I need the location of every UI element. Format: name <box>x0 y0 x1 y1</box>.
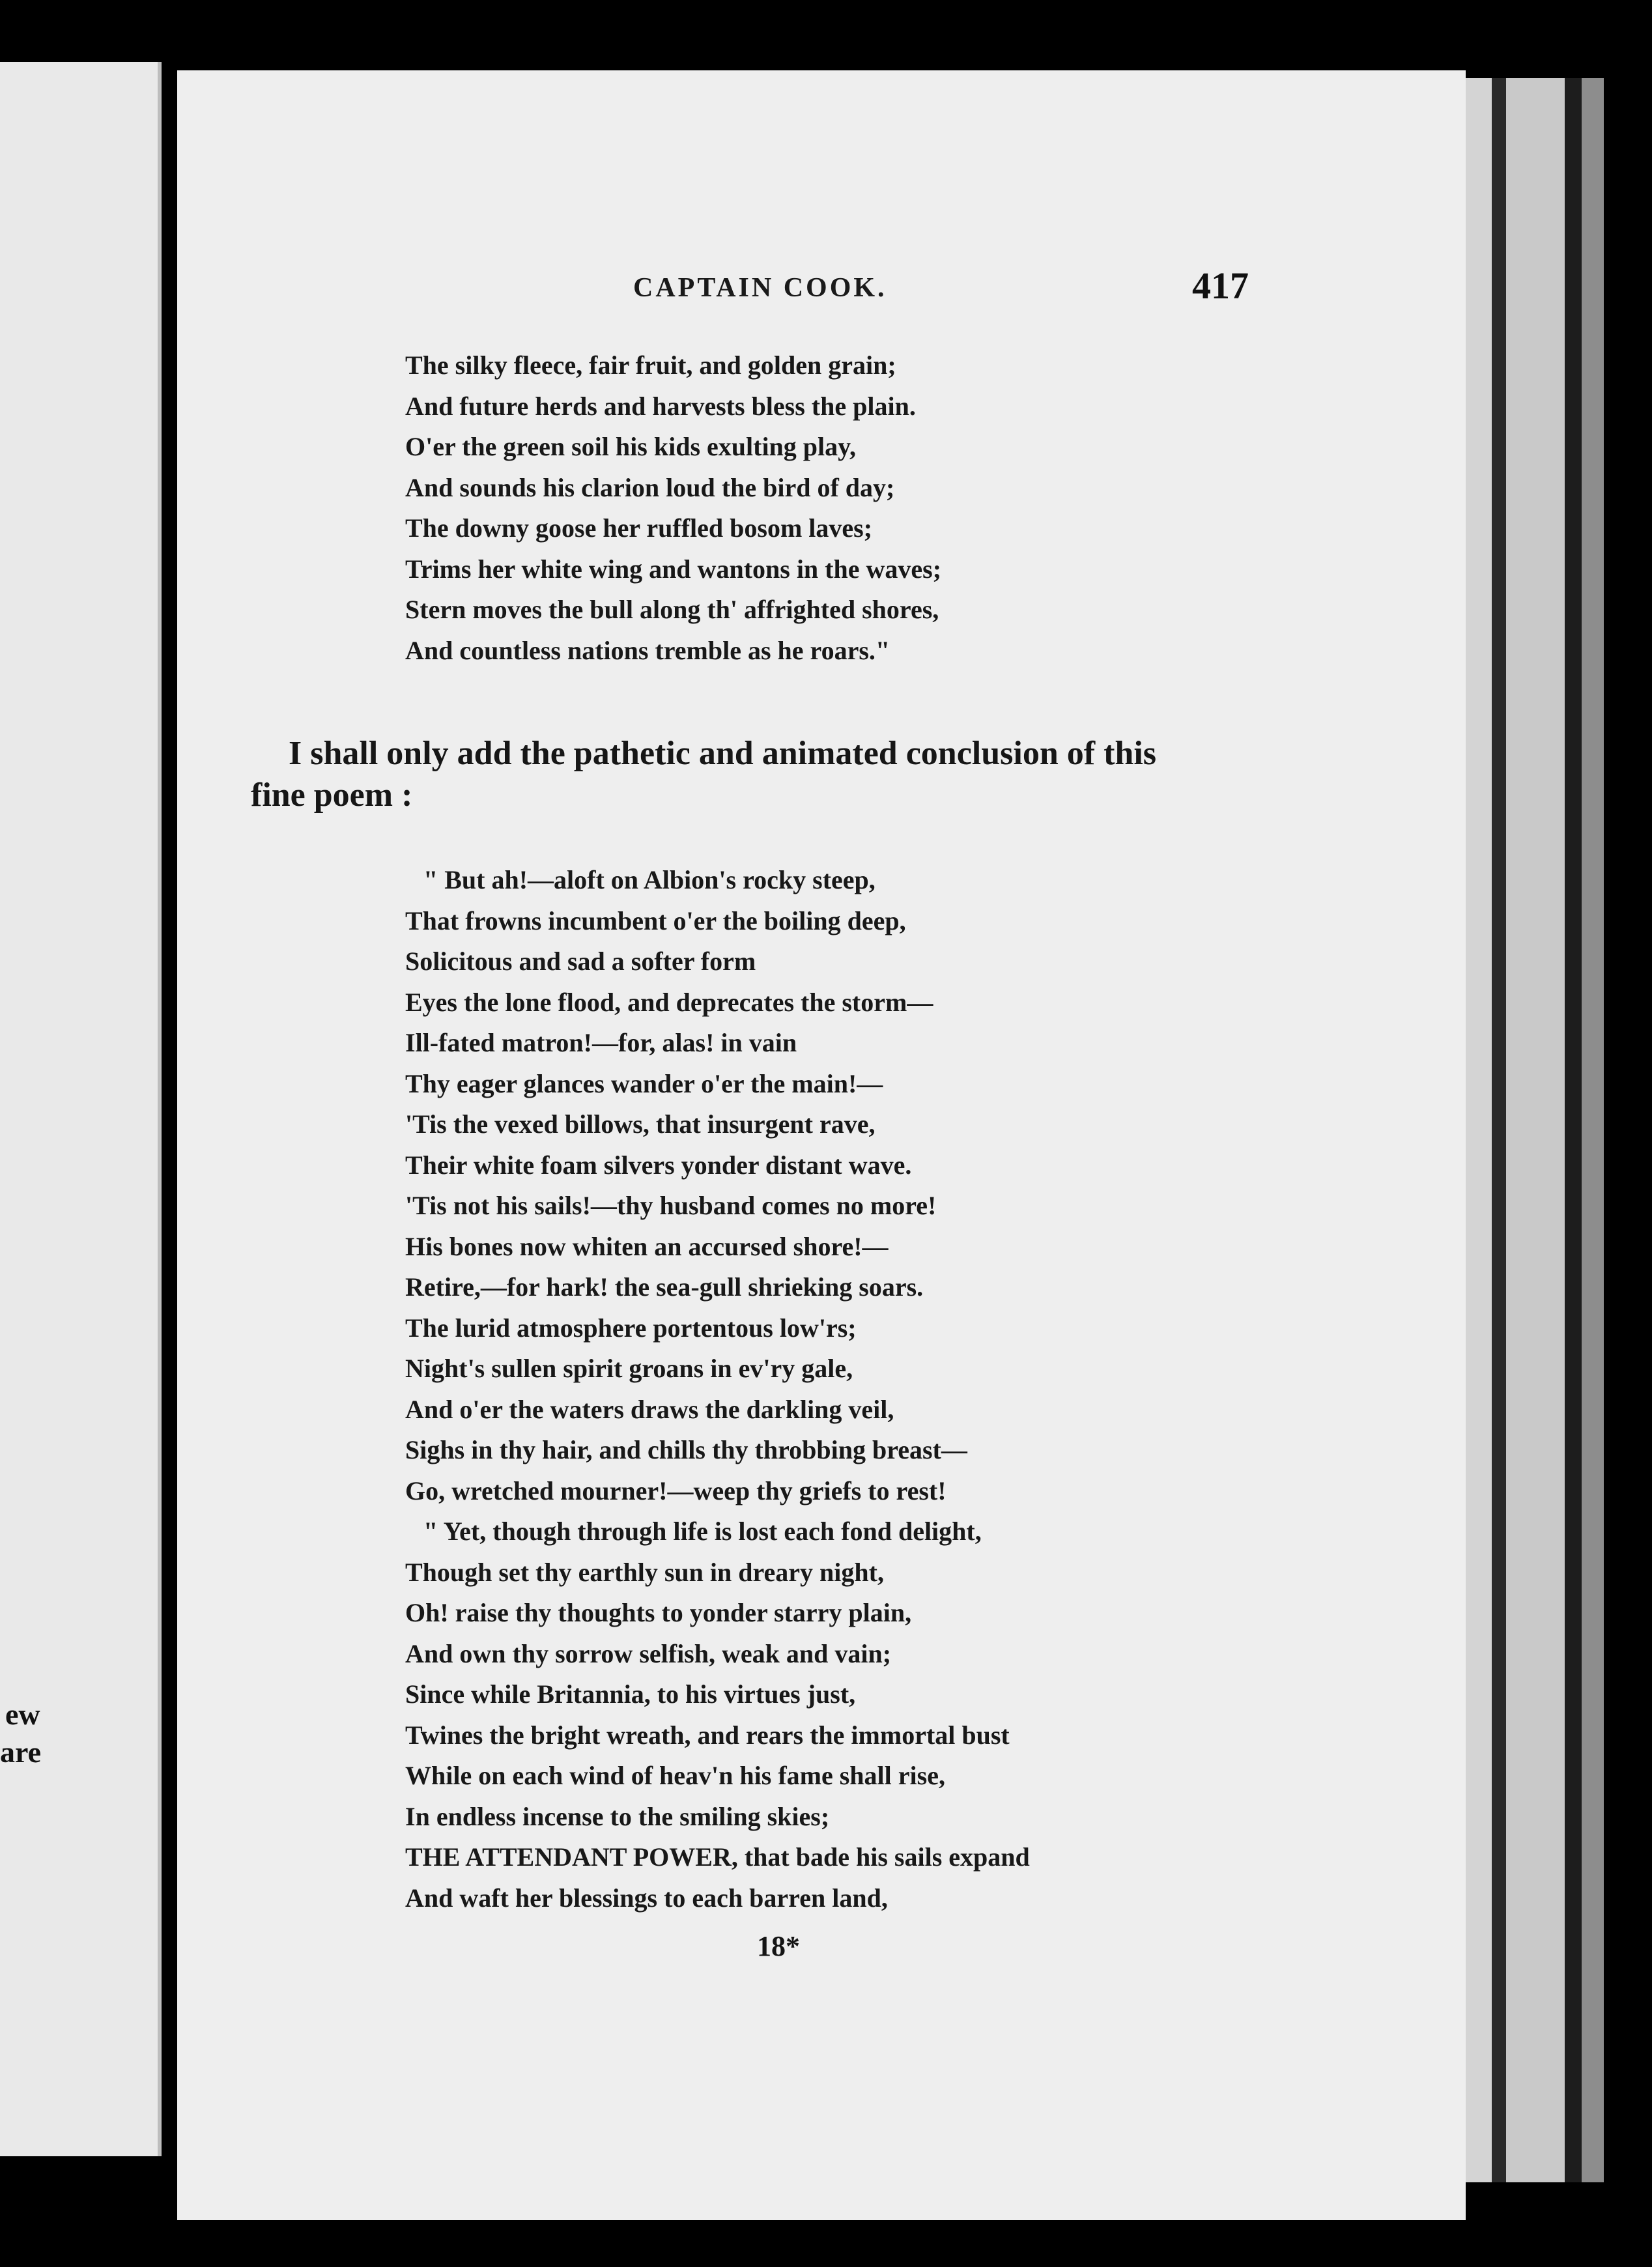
verse-line: Their white foam silvers yonder distant wave. <box>405 1150 912 1180</box>
page-edge <box>1506 78 1565 2182</box>
prose-line: fine poem : <box>251 777 413 814</box>
verse-line: The silky fleece, fair fruit, and golden grain; <box>405 350 896 380</box>
page-edge <box>1565 78 1582 2182</box>
verse-line: And o'er the waters draws the darkling veil, <box>405 1394 894 1424</box>
verse-line: In endless incense to the smiling skies; <box>405 1801 830 1831</box>
verse-block-two <box>405 860 1187 1918</box>
verse-line: And future herds and harvests bless the plain. <box>405 391 916 421</box>
verse-line: That frowns incumbent o'er the boiling deep, <box>405 905 906 935</box>
verse-line: Thy eager glances wander o'er the main!— <box>405 1068 883 1098</box>
verse-line: Twines the bright wreath, and rears the immortal bust <box>405 1720 1010 1750</box>
verse-line: Oh! raise thy thoughts to yonder starry plain, <box>405 1598 912 1627</box>
page-number: 417 <box>1192 264 1249 307</box>
verse-line: Trims her white wing and wantons in the waves; <box>405 554 942 584</box>
signature-mark: 18* <box>757 1930 800 1962</box>
verse-line: And own thy sorrow selfish, weak and vain; <box>405 1638 892 1668</box>
verse-line: Night's sullen spirit groans in ev'ry gale, <box>405 1354 853 1383</box>
left-facing-page <box>0 62 162 2156</box>
verse-line: " Yet, though through life is lost each fond delight, <box>423 1517 982 1546</box>
left-page-fragment: are <box>0 1735 42 1769</box>
verse-line: Retire,—for hark! the sea-gull shrieking soars. <box>405 1272 924 1302</box>
verse-line: The lurid atmosphere portentous low'rs; <box>405 1313 857 1343</box>
verse-line: O'er the green soil his kids exulting play, <box>405 432 856 461</box>
verse-line: " But ah!—aloft on Albion's rocky steep, <box>423 865 876 894</box>
verse-line: And waft her blessings to each barren land, <box>405 1883 888 1913</box>
verse-block-one <box>405 345 1187 671</box>
page-edge <box>1582 78 1604 2182</box>
verse-line: Though set thy earthly sun in dreary night, <box>405 1557 884 1587</box>
prose-line: I shall only add the pathetic and animated conclusion of this <box>289 735 1157 772</box>
left-page-fragment: ew <box>5 1698 40 1731</box>
prose-paragraph <box>251 733 1254 816</box>
verse-line: Sighs in thy hair, and chills thy throbbing breast— <box>405 1435 967 1464</box>
verse-line: Ill-fated matron!—for, alas! in vain <box>405 1028 797 1057</box>
page-edge <box>1492 78 1506 2182</box>
verse-line: THE ATTENDANT POWER, that bade his sails expand <box>405 1842 1030 1872</box>
verse-line: The downy goose her ruffled bosom laves; <box>405 513 873 543</box>
verse-line: His bones now whiten an accursed shore!— <box>405 1231 889 1261</box>
verse-line: While on each wind of heav'n his fame shall rise, <box>405 1761 945 1790</box>
verse-line: 'Tis not his sails!—thy husband comes no more! <box>405 1191 937 1220</box>
running-title: CAPTAIN COOK. <box>633 273 887 303</box>
verse-line: And countless nations tremble as he roars." <box>405 635 890 665</box>
verse-line: Go, wretched mourner!—weep thy griefs to rest! <box>405 1476 947 1505</box>
verse-line: Eyes the lone flood, and deprecates the storm— <box>405 987 933 1017</box>
page-edge <box>1604 78 1652 2182</box>
verse-line: 'Tis the vexed billows, that insurgent rave, <box>405 1109 876 1139</box>
verse-line: Stern moves the bull along th' affrighted shores, <box>405 595 939 624</box>
verse-line: Solicitous and sad a softer form <box>405 947 756 976</box>
verse-line: And sounds his clarion loud the bird of day; <box>405 472 895 502</box>
verse-line: Since while Britannia, to his virtues just, <box>405 1679 856 1709</box>
page-edge <box>1466 78 1492 2182</box>
